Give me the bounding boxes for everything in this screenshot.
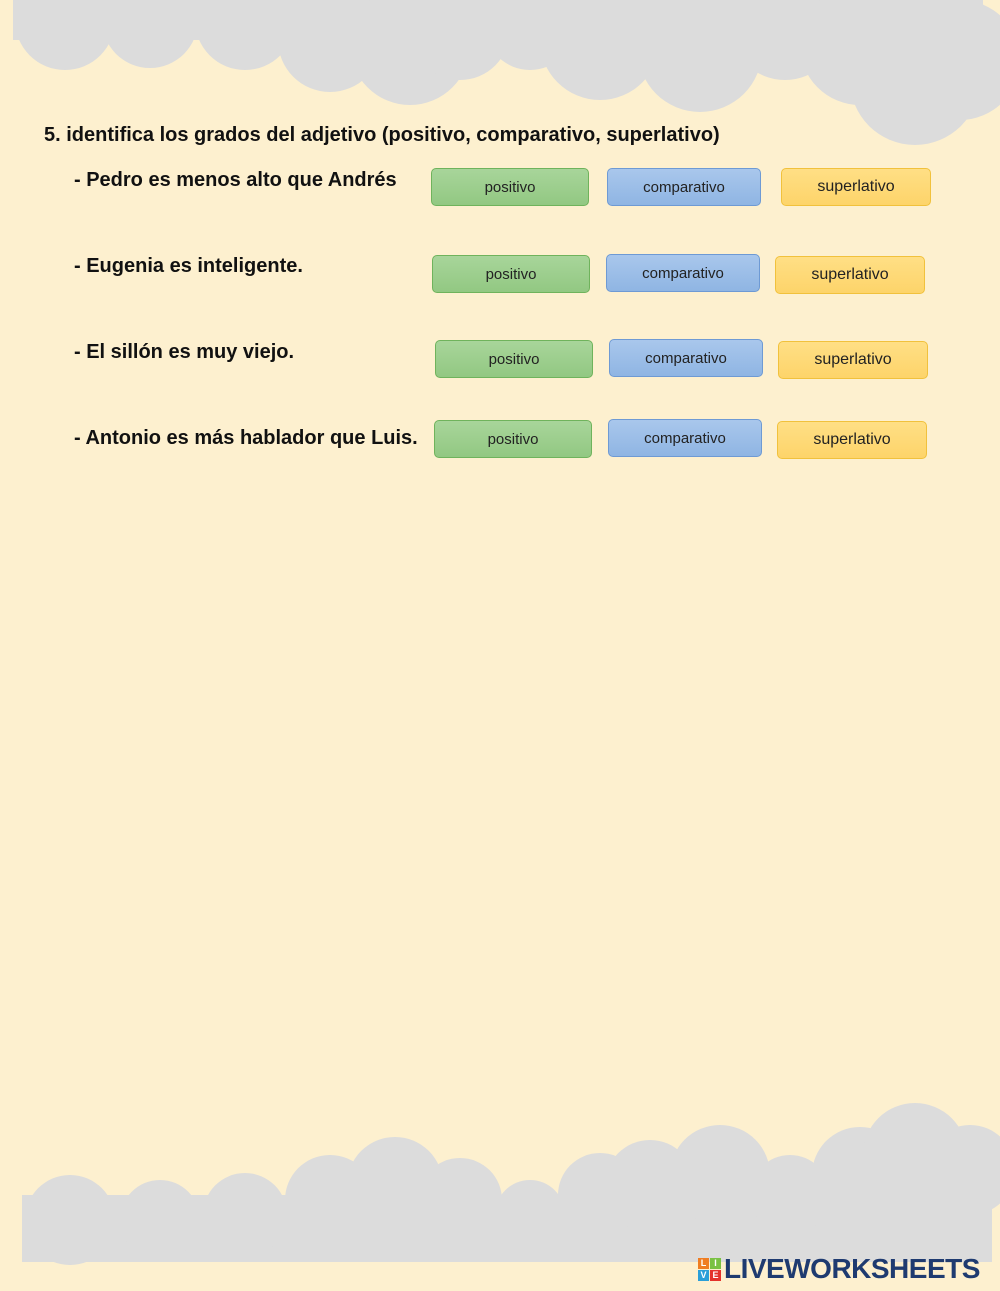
option-comparativo-4[interactable]: comparativo [608,419,762,457]
sentence-1: - Pedro es menos alto que Andrés [74,169,397,191]
option-superlativo-2[interactable]: superlativo [775,256,925,294]
option-superlativo-1[interactable]: superlativo [781,168,931,206]
option-positivo-2[interactable]: positivo [432,255,590,293]
liveworksheets-logo-mark [698,1258,721,1281]
option-positivo-1[interactable]: positivo [431,168,589,206]
option-superlativo-4[interactable]: superlativo [777,421,927,459]
logo-mark-letter-l: L [698,1258,709,1269]
logo-mark-letter-v: V [698,1270,709,1281]
option-comparativo-1[interactable]: comparativo [607,168,761,206]
option-superlativo-3[interactable]: superlativo [778,341,928,379]
bottom-clouds-decoration [0,1095,1000,1265]
sentence-3: - El sillón es muy viejo. [74,341,295,363]
liveworksheets-logo [698,1254,980,1284]
option-positivo-4[interactable]: positivo [434,420,592,458]
sentence-2: - Eugenia es inteligente. [74,255,303,277]
liveworksheets-logo-text: LIVEWORKSHEETS [724,1253,980,1284]
option-positivo-3[interactable]: positivo [435,340,593,378]
option-comparativo-2[interactable]: comparativo [606,254,760,292]
exercise-heading: 5. identifica los grados del adjetivo (positivo, comparativo, superlativo) [44,124,720,146]
sentence-4: - Antonio es más hablador que Luis. [74,427,418,449]
logo-mark-letter-e: E [710,1270,721,1281]
option-comparativo-3[interactable]: comparativo [609,339,763,377]
logo-mark-letter-i: I [710,1258,721,1269]
